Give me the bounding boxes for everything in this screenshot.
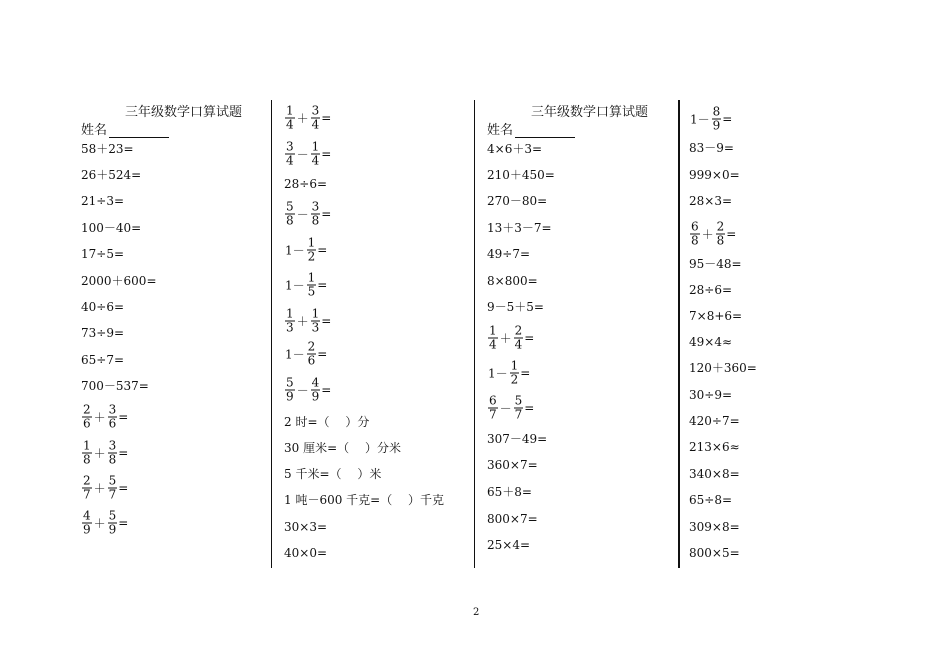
fraction <box>510 360 520 387</box>
arithmetic-problem: 800×7= <box>487 512 538 526</box>
fraction-denominator: 7 <box>514 407 523 422</box>
arithmetic-problem: 1 吨－600 千克=（ ）千克 <box>284 493 445 507</box>
whole-minus: 1－ <box>285 243 305 257</box>
fraction-denominator: 3 <box>311 320 320 335</box>
fraction-numerator: 4 <box>83 508 91 523</box>
arithmetic-problem: 100－40= <box>81 221 142 235</box>
fraction-problem <box>284 201 331 228</box>
name-label: 姓名 <box>81 123 108 138</box>
fraction-denominator: 5 <box>307 284 316 299</box>
fraction-denominator: 4 <box>286 153 294 168</box>
arithmetic-problem: 999×0= <box>689 168 740 182</box>
name-blank-line[interactable] <box>515 125 575 138</box>
fraction-numerator: 5 <box>286 375 294 390</box>
fraction-numerator: 1 <box>286 103 294 118</box>
arithmetic-problem: 2 时=（ ）分 <box>284 415 370 429</box>
equals-sign: = <box>722 112 733 126</box>
arithmetic-problem: 360×7= <box>487 458 538 472</box>
whole-minus: 1－ <box>285 278 305 292</box>
fraction-denominator: 3 <box>286 320 294 335</box>
arithmetic-problem: 49÷7= <box>487 247 531 261</box>
fraction-problem <box>284 341 327 368</box>
arithmetic-problem: 28÷6= <box>284 177 328 191</box>
fraction-problem <box>487 360 530 387</box>
operator: ＋ <box>93 481 106 495</box>
fraction-numerator: 1 <box>307 270 316 285</box>
fraction-numerator: 3 <box>311 199 320 214</box>
equals-sign: = <box>520 366 531 380</box>
fraction-denominator: 6 <box>307 353 316 368</box>
operator: － <box>499 401 512 415</box>
fraction <box>307 237 317 264</box>
fraction-problem <box>689 221 736 248</box>
fraction <box>285 377 295 404</box>
fraction-numerator: 3 <box>108 402 117 417</box>
fraction-numerator: 6 <box>489 393 497 408</box>
arithmetic-problem: 65÷8= <box>689 493 733 507</box>
arithmetic-problem: 65＋8= <box>487 485 532 499</box>
fraction-denominator: 9 <box>712 118 721 133</box>
operator: － <box>296 207 309 221</box>
arithmetic-problem: 83－9= <box>689 141 734 155</box>
arithmetic-problem: 49×4≈ <box>689 335 733 349</box>
fraction-denominator: 8 <box>83 452 91 467</box>
arithmetic-problem: 40×0= <box>284 546 328 560</box>
fraction-numerator: 1 <box>311 306 320 321</box>
whole-minus: 1－ <box>488 366 508 380</box>
arithmetic-problem: 4×6＋3= <box>487 142 543 156</box>
fraction-numerator: 5 <box>286 199 294 214</box>
fraction-problem <box>284 377 331 404</box>
equals-sign: = <box>118 516 129 530</box>
fraction-denominator: 7 <box>83 487 91 502</box>
fraction-denominator: 4 <box>311 153 320 168</box>
arithmetic-problem: 30÷9= <box>689 388 733 402</box>
column-divider <box>271 100 272 568</box>
fraction-numerator: 2 <box>307 339 316 354</box>
fraction <box>82 440 92 467</box>
fraction-numerator: 3 <box>311 103 320 118</box>
fraction <box>690 221 700 248</box>
equals-sign: = <box>321 383 332 397</box>
operator: ＋ <box>701 227 714 241</box>
arithmetic-problem: 309×8= <box>689 520 740 534</box>
operator: ＋ <box>296 111 309 125</box>
arithmetic-problem: 25×4= <box>487 538 531 552</box>
fraction-problem <box>284 105 331 132</box>
arithmetic-problem: 213×6≈ <box>689 440 740 454</box>
fraction <box>285 105 295 132</box>
fraction-numerator: 5 <box>108 508 117 523</box>
column-divider <box>678 100 680 568</box>
fraction-denominator: 7 <box>108 487 117 502</box>
fraction-problem <box>284 272 327 299</box>
fraction <box>108 404 118 431</box>
fraction-numerator: 2 <box>716 219 725 234</box>
fraction-numerator: 6 <box>691 219 699 234</box>
fraction-problem <box>81 440 128 467</box>
fraction <box>285 308 295 335</box>
fraction-numerator: 1 <box>83 438 91 453</box>
equals-sign: = <box>321 111 332 125</box>
fraction-problem <box>487 395 534 422</box>
equals-sign: = <box>524 331 535 345</box>
page-number: 2 <box>473 607 480 618</box>
fraction-denominator: 8 <box>691 233 699 248</box>
fraction <box>82 404 92 431</box>
equals-sign: = <box>524 401 535 415</box>
fraction-denominator: 8 <box>311 213 320 228</box>
operator: ＋ <box>93 516 106 530</box>
fraction-numerator: 2 <box>83 402 91 417</box>
arithmetic-problem: 270－80= <box>487 194 548 208</box>
arithmetic-problem: 307－49= <box>487 432 548 446</box>
fraction-denominator: 8 <box>108 452 117 467</box>
fraction-problem <box>689 106 732 133</box>
fraction <box>285 201 295 228</box>
fraction-denominator: 9 <box>311 389 320 404</box>
arithmetic-problem: 30×3= <box>284 520 328 534</box>
fraction <box>108 510 118 537</box>
arithmetic-problem: 2000＋600= <box>81 274 157 288</box>
fraction-denominator: 4 <box>514 337 523 352</box>
fraction <box>514 395 524 422</box>
whole-minus: 1－ <box>285 347 305 361</box>
column-divider <box>474 100 475 568</box>
fraction-numerator: 8 <box>712 104 721 119</box>
fraction <box>311 377 321 404</box>
operator: ＋ <box>499 331 512 345</box>
worksheet-title: 三年级数学口算试题 <box>125 105 243 120</box>
fraction-denominator: 9 <box>108 522 117 537</box>
arithmetic-problem: 8×800= <box>487 274 538 288</box>
fraction <box>108 440 118 467</box>
fraction-numerator: 2 <box>514 323 523 338</box>
fraction <box>311 201 321 228</box>
arithmetic-problem: 28×3= <box>689 194 733 208</box>
operator: ＋ <box>296 314 309 328</box>
fraction <box>514 325 524 352</box>
fraction-numerator: 1 <box>307 235 316 250</box>
fraction-numerator: 5 <box>514 393 523 408</box>
fraction-numerator: 1 <box>510 358 519 373</box>
arithmetic-problem: 700－537= <box>81 379 149 393</box>
fraction-denominator: 4 <box>489 337 497 352</box>
fraction <box>712 106 722 133</box>
fraction-numerator: 2 <box>83 473 91 488</box>
fraction-denominator: 9 <box>83 522 91 537</box>
fraction <box>716 221 726 248</box>
name-field <box>487 119 575 138</box>
fraction-denominator: 7 <box>489 407 497 422</box>
equals-sign: = <box>118 410 129 424</box>
equals-sign: = <box>317 347 328 361</box>
fraction-numerator: 3 <box>108 438 117 453</box>
arithmetic-problem: 210＋450= <box>487 168 555 182</box>
fraction <box>307 341 317 368</box>
arithmetic-problem: 30 厘米=（ ）分米 <box>284 441 401 455</box>
arithmetic-problem: 21÷3= <box>81 194 125 208</box>
fraction-numerator: 5 <box>108 473 117 488</box>
fraction <box>82 510 92 537</box>
arithmetic-problem: 5 千米=（ ）米 <box>284 467 382 481</box>
fraction <box>311 308 321 335</box>
equals-sign: = <box>118 481 129 495</box>
fraction-problem <box>284 308 331 335</box>
arithmetic-problem: 28÷6= <box>689 283 733 297</box>
fraction-problem <box>284 141 331 168</box>
fraction <box>311 105 321 132</box>
equals-sign: = <box>321 314 332 328</box>
name-field <box>81 119 169 138</box>
whole-minus: 1－ <box>690 112 710 126</box>
fraction-denominator: 4 <box>311 117 320 132</box>
fraction-denominator: 2 <box>510 372 519 387</box>
fraction-problem <box>81 510 128 537</box>
fraction-numerator: 3 <box>286 139 294 154</box>
arithmetic-problem: 17÷5= <box>81 247 125 261</box>
fraction-denominator: 4 <box>286 117 294 132</box>
operator: ＋ <box>93 410 106 424</box>
fraction-denominator: 6 <box>83 416 91 431</box>
fraction-numerator: 1 <box>311 139 320 154</box>
name-label: 姓名 <box>487 123 514 138</box>
fraction-denominator: 8 <box>286 213 294 228</box>
arithmetic-problem: 40÷6= <box>81 300 125 314</box>
fraction-denominator: 6 <box>108 416 117 431</box>
fraction-denominator: 9 <box>286 389 294 404</box>
arithmetic-problem: 95－48= <box>689 257 742 271</box>
equals-sign: = <box>321 147 332 161</box>
fraction-denominator: 8 <box>716 233 725 248</box>
name-blank-line[interactable] <box>109 125 169 138</box>
fraction-numerator: 1 <box>489 323 497 338</box>
arithmetic-problem: 800×5= <box>689 546 740 560</box>
equals-sign: = <box>317 278 328 292</box>
fraction <box>108 475 118 502</box>
fraction <box>82 475 92 502</box>
fraction-problem <box>81 404 128 431</box>
equals-sign: = <box>118 446 129 460</box>
fraction <box>285 141 295 168</box>
fraction <box>307 272 317 299</box>
arithmetic-problem: 73÷9= <box>81 326 125 340</box>
fraction-problem <box>284 237 327 264</box>
arithmetic-problem: 420÷7= <box>689 414 740 428</box>
operator: － <box>296 147 309 161</box>
fraction-numerator: 4 <box>311 375 320 390</box>
equals-sign: = <box>317 243 328 257</box>
arithmetic-problem: 13＋3－7= <box>487 221 552 235</box>
arithmetic-problem: 9－5＋5= <box>487 300 544 314</box>
equals-sign: = <box>321 207 332 221</box>
fraction <box>488 325 498 352</box>
arithmetic-problem: 120＋360= <box>689 361 757 375</box>
fraction <box>311 141 321 168</box>
fraction-problem <box>487 325 534 352</box>
arithmetic-problem: 7×8+6= <box>689 309 743 323</box>
equals-sign: = <box>726 227 737 241</box>
arithmetic-problem: 340×8= <box>689 467 740 481</box>
arithmetic-problem: 58＋23= <box>81 142 134 156</box>
fraction <box>488 395 498 422</box>
operator: ＋ <box>93 446 106 460</box>
worksheet-title: 三年级数学口算试题 <box>531 105 649 120</box>
fraction-numerator: 1 <box>286 306 294 321</box>
arithmetic-problem: 26＋524= <box>81 168 142 182</box>
fraction-denominator: 2 <box>307 249 316 264</box>
fraction-problem <box>81 475 128 502</box>
arithmetic-problem: 65÷7= <box>81 353 125 367</box>
operator: － <box>296 383 309 397</box>
